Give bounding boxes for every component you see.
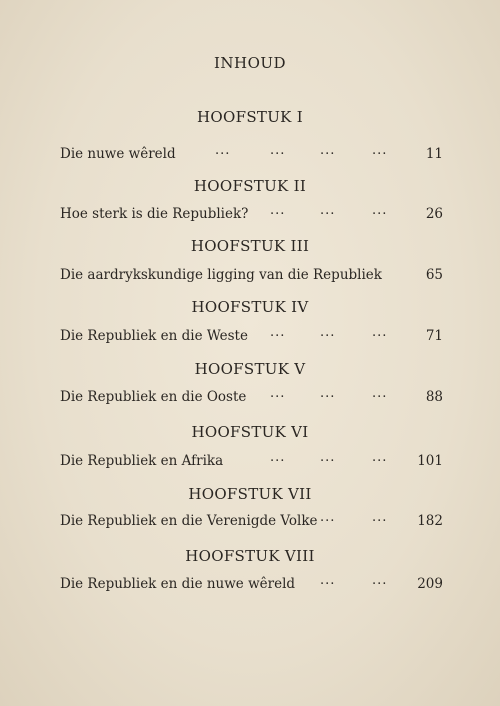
page-number: 101 bbox=[417, 453, 443, 469]
leader-dots: ... bbox=[215, 143, 231, 158]
contents-title: INHOUD bbox=[213, 54, 287, 72]
toc-entry bbox=[60, 325, 443, 348]
leader-dots: ... bbox=[320, 203, 336, 218]
leader-dots: ... bbox=[372, 386, 388, 401]
chapter-heading: HOOFSTUK VII bbox=[188, 485, 312, 503]
leader-dots: ... bbox=[372, 325, 388, 340]
entry-title: Die Republiek en die Verenigde Volke bbox=[60, 513, 318, 529]
leader-dots: ... bbox=[320, 510, 336, 525]
entry-title: Die Republiek en die Weste bbox=[60, 328, 248, 344]
leader-dots: ... bbox=[372, 573, 388, 588]
toc-entry bbox=[60, 450, 443, 473]
page-number: 209 bbox=[417, 576, 443, 592]
chapter-heading: HOOFSTUK IV bbox=[191, 298, 309, 316]
page-number: 182 bbox=[417, 513, 443, 529]
entry-title: Die nuwe wêreld bbox=[60, 146, 176, 162]
entry-title: Die aardrykskundige ligging van die Republiek bbox=[60, 267, 382, 283]
entry-title: Die Republiek en die nuwe wêreld bbox=[60, 576, 296, 592]
toc-entry bbox=[60, 203, 443, 226]
leader-dots: ... bbox=[270, 450, 286, 465]
entry-title: Die Republiek en die Ooste bbox=[60, 389, 247, 405]
page-number: 71 bbox=[425, 328, 443, 344]
leader-dots: ... bbox=[320, 386, 336, 401]
page-number: 11 bbox=[425, 146, 443, 162]
leader-dots: ... bbox=[320, 450, 336, 465]
chapter-heading: HOOFSTUK I bbox=[197, 108, 303, 126]
leader-dots: ... bbox=[320, 325, 336, 340]
leader-dots: ... bbox=[372, 143, 388, 158]
leader-dots: ... bbox=[372, 450, 388, 465]
leader-dots: ... bbox=[320, 143, 336, 158]
page-number: 26 bbox=[425, 206, 443, 222]
toc-entry bbox=[60, 510, 443, 533]
chapter-heading: HOOFSTUK V bbox=[194, 360, 306, 378]
entry-title: Hoe sterk is die Republiek? bbox=[60, 206, 249, 222]
chapter-heading: HOOFSTUK II bbox=[193, 177, 307, 195]
toc-entry bbox=[60, 573, 443, 596]
entry-title: Die Republiek en Afrika bbox=[60, 453, 224, 469]
toc-entry bbox=[60, 386, 443, 409]
page-number: 65 bbox=[425, 267, 443, 283]
toc-entry bbox=[60, 267, 443, 287]
chapter-heading: HOOFSTUK VI bbox=[191, 423, 309, 441]
toc-entry bbox=[60, 143, 443, 166]
leader-dots: ... bbox=[270, 386, 286, 401]
leader-dots: ... bbox=[320, 573, 336, 588]
leader-dots: ... bbox=[372, 203, 388, 218]
leader-dots: ... bbox=[270, 143, 286, 158]
chapter-heading: HOOFSTUK VIII bbox=[185, 547, 315, 565]
leader-dots: ... bbox=[372, 510, 388, 525]
leader-dots: ... bbox=[270, 325, 286, 340]
leader-dots: ... bbox=[270, 203, 286, 218]
page-number: 88 bbox=[425, 389, 443, 405]
chapter-heading: HOOFSTUK III bbox=[190, 237, 310, 255]
